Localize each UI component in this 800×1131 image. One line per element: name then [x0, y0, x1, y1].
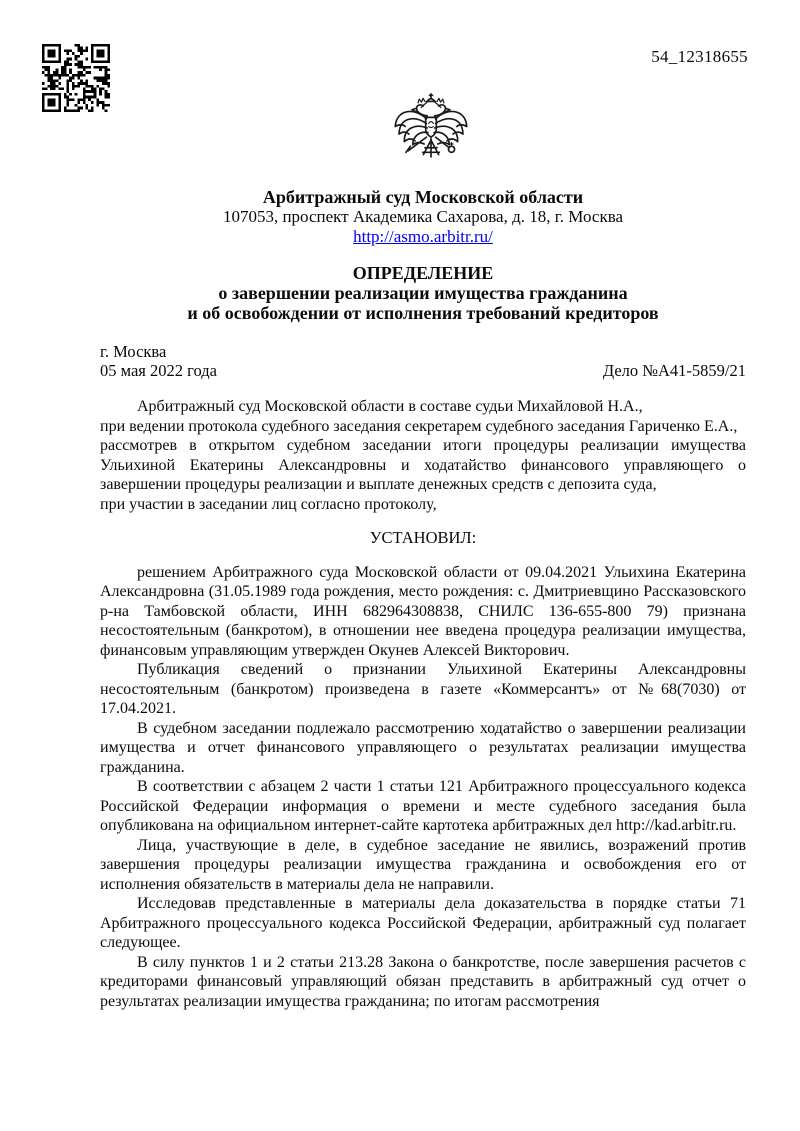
intro-paragraph: при участии в заседании лиц согласно протоколу, [100, 495, 437, 513]
document-subtitle-2: и об освобождении от исполнения требований кредиторов [187, 303, 659, 323]
intro-block [100, 397, 746, 1011]
case-meta [100, 342, 746, 380]
section-heading: УСТАНОВИЛ: [369, 528, 477, 547]
document-title-block [100, 263, 746, 323]
coat-of-arms-icon [393, 90, 469, 166]
body-paragraph: В судебном заседании подлежало рассмотрению ходатайство о завершении реализации имущества и отчет финансового управляющего о результатах реализации имущества гражданина. [100, 719, 746, 776]
body-paragraph: Исследовав представленные в материалы дела доказательства в порядке статьи 71 Арбитражного процессуального кодекса Российской Федерации, арбитражный суд полагает следующее. [100, 895, 746, 951]
intro-paragraph: рассмотрев в открытом судебном заседании итоги процедуры реализации имущества Ульихиной Екатерины Александровны и ходатайство финансового управляющего о завершении процедуры реализации и выплате денежных средств с депозита суда, [100, 437, 746, 493]
decision-date: 05 мая 2022 года [100, 361, 217, 380]
case-number: Дело №А41-5859/21 [602, 361, 746, 380]
body-paragraph: решением Арбитражного суда Московской области от 09.04.2021 Ульихина Екатерина Александровна (31.05.1989 года рождения, место рождения: с. Дмитриевщино Рассказовского р-на Тамбовской области, ИНН 682964308838, СНИЛС 136-655-800 79) признана несостоятельным (банкротом), в отношении нее введена процедура реализации имущества, финансовым управляющим утвержден Окунев Алексей Викторович. [100, 563, 746, 659]
body-paragraph: В силу пунктов 1 и 2 статьи 213.28 Закона о банкротстве, после завершения расчетов с кредиторами финансовый управляющий обязан представить в арбитражный суд отчет о результатах реализации имущества гражданина; по итогам рассмотрения [100, 953, 746, 1010]
court-address: 107053, проспект Академика Сахарова, д. 18, г. Москва [222, 207, 624, 226]
body-paragraph: Лица, участвующие в деле, в судебное заседание не явились, возражений против завершения процедуры реализации имущества гражданина и освобождения его от исполнения обязательств в материалы дела не направили. [100, 836, 746, 893]
body-paragraph: В соответствии с абзацем 2 части 1 статьи 121 Арбитражного процессуального кодекса Российской Федерации информация о времени и месте судебного заседания была опубликована на официальном интернет-сайте картотека арбитражных дел http://kad.arbitr.ru. [100, 778, 746, 834]
intro-paragraph: Арбитражный суд Московской области в составе судьи Михайловой Н.А., [137, 398, 643, 415]
body-paragraph: Публикация сведений о признании Ульихиной Екатерины Александровны несостоятельным (банкротом) произведена в газете «Коммерсантъ» от №68(7030) от 17.04.2021. [100, 661, 746, 717]
city: г. Москва [100, 342, 167, 361]
court-name: Арбитражный суд Московской области [262, 187, 584, 207]
court-url [100, 227, 746, 246]
document-subtitle-1: о завершении реализации имущества гражданина [218, 283, 628, 303]
qr-code [42, 44, 110, 112]
intro-paragraph: при ведении протокола судебного заседания секретарем судебного заседания Гариченко Е.А., [100, 417, 738, 435]
document-number: 54_12318655 [651, 47, 748, 66]
court-url-link[interactable]: http://asmo.arbitr.ru/ [353, 227, 493, 246]
document-title: ОПРЕДЕЛЕНИЕ [352, 263, 494, 283]
